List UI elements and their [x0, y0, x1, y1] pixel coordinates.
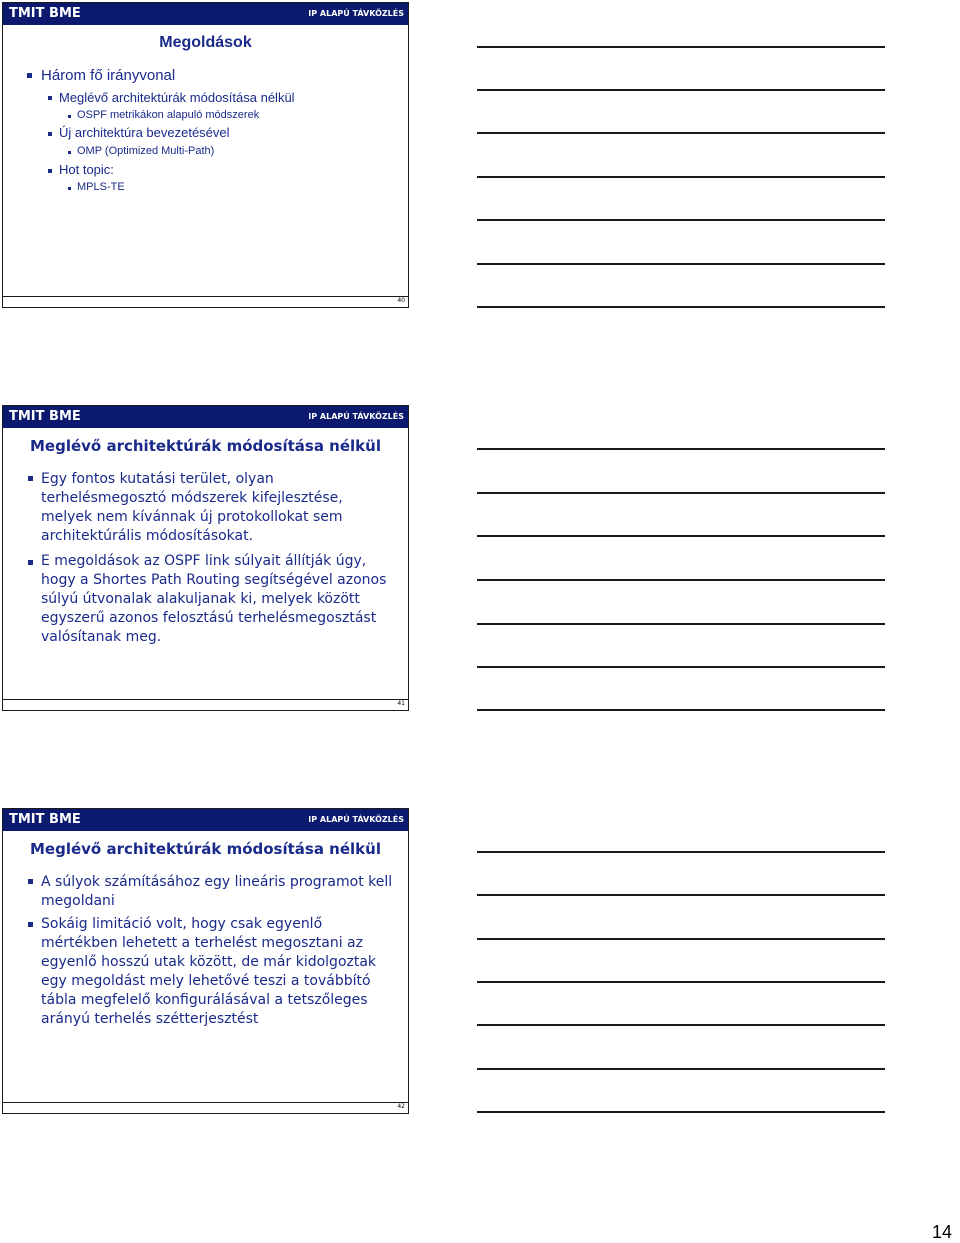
note-line: [477, 535, 885, 537]
note-line: [477, 219, 885, 221]
text-line: súlyú útvonalak alakuljanak ki, melyek között: [41, 591, 360, 607]
slide-header: [3, 809, 408, 831]
note-line: [477, 89, 885, 91]
bullet-icon: [68, 115, 71, 118]
header-right: IP ALAPÚ TÁVKÖZLÉS: [308, 815, 404, 824]
header-right: IP ALAPÚ TÁVKÖZLÉS: [308, 9, 404, 18]
note-line: [477, 851, 885, 853]
bullet-text: Meglévő architektúrák módosítása nélkül: [59, 90, 295, 105]
text-line: egy megoldást mely lehetővé teszi a továbbító: [41, 973, 371, 989]
slide-header: [3, 3, 408, 25]
slide-40: [2, 2, 409, 308]
bullet-icon: [28, 476, 33, 481]
bullet-icon: [68, 187, 71, 190]
header-left: TMIT BME: [9, 812, 81, 827]
note-line: [477, 1024, 885, 1026]
bullet-icon: [28, 560, 33, 565]
bullet-text: [41, 915, 376, 1029]
text-line: valósítanak meg.: [41, 629, 162, 645]
page-number: 14: [931, 1222, 952, 1242]
bullet-icon: [68, 151, 71, 154]
text-line: Sokáig limitáció volt, hogy csak egyenlő: [41, 916, 323, 932]
slide-42: [2, 808, 409, 1114]
header-left: TMIT BME: [9, 6, 81, 21]
bullet-icon: [28, 922, 33, 927]
note-line: [477, 448, 885, 450]
bullet-icon: [28, 879, 33, 884]
slide-footer: [3, 1102, 408, 1113]
header-right: IP ALAPÚ TÁVKÖZLÉS: [308, 412, 404, 421]
slide-number: 42: [397, 1103, 405, 1110]
note-line: [477, 709, 885, 711]
slide-header: [3, 406, 408, 428]
text-line: tábla megfelelő konfigurálásával a tetszőleges: [41, 992, 368, 1008]
note-line: [477, 46, 885, 48]
note-line: [477, 894, 885, 896]
slide-title: Meglévő architektúrák módosítása nélkül: [30, 437, 381, 455]
bullet-text: [41, 552, 386, 647]
note-line: [477, 176, 885, 178]
note-line: [477, 623, 885, 625]
bullet-text: OMP (Optimized Multi-Path): [77, 145, 215, 157]
slide-number: 40: [397, 297, 405, 304]
bullet-text: [41, 470, 343, 546]
note-line: [477, 492, 885, 494]
bullet-text: Hot topic:: [59, 162, 114, 177]
bullet-icon: [48, 96, 52, 100]
bullet-icon: [27, 73, 32, 78]
note-line: [477, 666, 885, 668]
text-line: arányú terhelés szétterjesztést: [41, 1011, 259, 1027]
slide-41: [2, 405, 409, 711]
bullet-text: Új architektúra bevezetésével: [59, 125, 230, 140]
text-line: architektúrális módosításokat.: [41, 528, 254, 544]
text-line: terhelésmegosztó módszerek kifejlesztése,: [41, 490, 343, 506]
text-line: egyszerű azonos felosztású terhelésmegosztást: [41, 610, 377, 626]
slide-title: Meglévő architektúrák módosítása nélkül: [30, 840, 381, 858]
text-line: mértékben lehetett a terhelést megosztani az: [41, 935, 363, 951]
text-line: E megoldások az OSPF link súlyait állítják úgy,: [41, 553, 367, 569]
note-line: [477, 579, 885, 581]
text-line: megoldani: [41, 893, 115, 909]
text-line: egyenlő hosszú utak között, de már kidolgoztak: [41, 954, 377, 970]
bullet-icon: [48, 169, 52, 173]
bullet-text: Három fő irányvonal: [41, 67, 176, 84]
note-line: [477, 981, 885, 983]
note-line: [477, 1111, 885, 1113]
bullet-text: [41, 873, 392, 911]
slide-number: 41: [397, 700, 405, 707]
note-line: [477, 938, 885, 940]
text-line: A súlyok számításához egy lineáris programot kell: [41, 874, 393, 890]
note-line: [477, 306, 885, 308]
bullet-text: MPLS-TE: [77, 181, 125, 193]
bullet-icon: [48, 132, 52, 136]
text-line: Egy fontos kutatási terület, olyan: [41, 471, 274, 487]
note-line: [477, 1068, 885, 1070]
text-line: melyek nem kívánnak új protokollokat sem: [41, 509, 343, 525]
slide-footer: [3, 296, 408, 307]
bullet-text: OSPF metrikákon alapuló módszerek: [77, 109, 260, 121]
slide-footer: [3, 699, 408, 710]
slide-title: Megoldások: [159, 34, 252, 51]
note-line: [477, 132, 885, 134]
text-line: hogy a Shortes Path Routing segítségével azonos: [41, 572, 387, 588]
header-left: TMIT BME: [9, 409, 81, 424]
note-line: [477, 263, 885, 265]
